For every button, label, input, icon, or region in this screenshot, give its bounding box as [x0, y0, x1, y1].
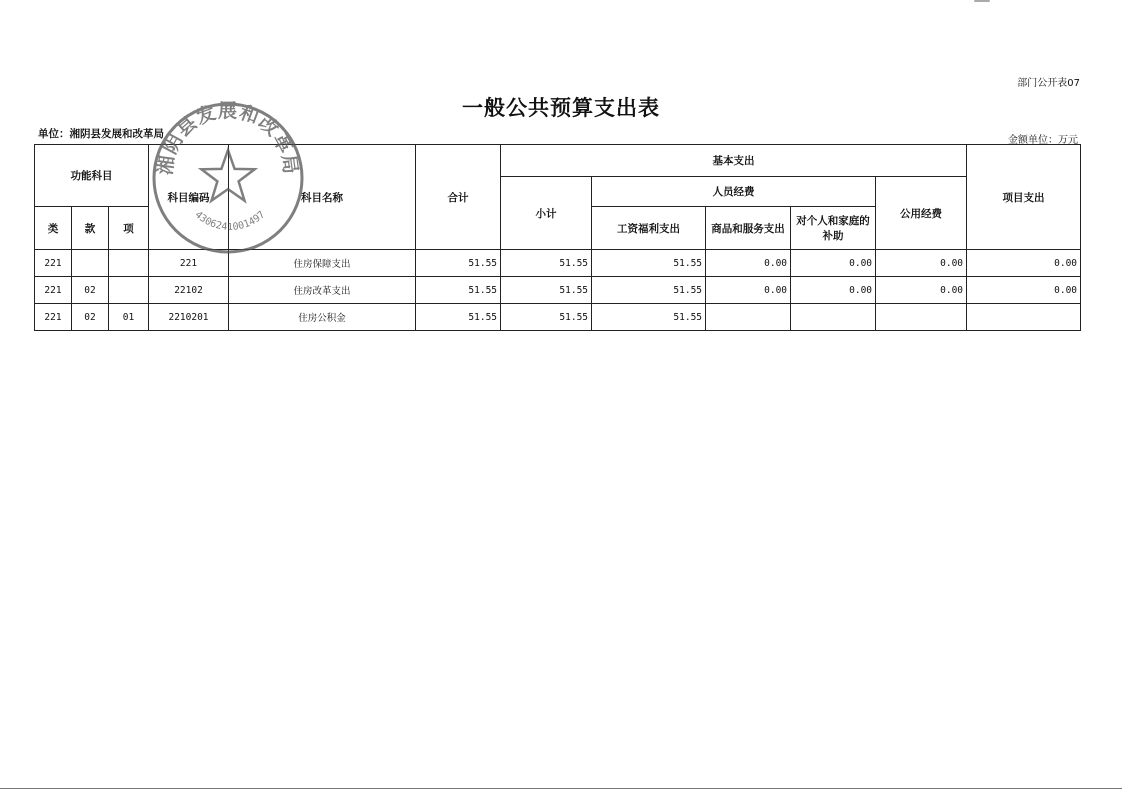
seal-number: 4306241001497 — [192, 209, 268, 233]
cell-goods: 0.00 — [706, 250, 791, 277]
seal-text: 湘阴县发展和改革局 — [154, 100, 302, 177]
page-title: 一般公共预算支出表 — [462, 95, 660, 120]
cell-wages: 51.55 — [592, 304, 706, 331]
cell-project: 0.00 — [967, 277, 1081, 304]
cell-total: 51.55 — [416, 250, 501, 277]
scan-mark — [974, 0, 990, 2]
cell-subtotal: 51.55 — [501, 304, 592, 331]
cell-xiang — [109, 250, 149, 277]
lei-header: 类 — [35, 207, 72, 250]
cell-kuan — [72, 250, 109, 277]
basic-expenditure-header: 基本支出 — [501, 145, 967, 177]
amount-unit: 金额单位：万元 — [1008, 135, 1078, 146]
wages-welfare-header: 工资福利支出 — [592, 207, 706, 250]
kuan-header: 款 — [72, 207, 109, 250]
subject-code-header: 科目编码 — [149, 145, 229, 250]
cell-individual: 0.00 — [791, 277, 876, 304]
cell-lei: 221 — [35, 250, 72, 277]
cell-project: 0.00 — [967, 250, 1081, 277]
form-number: 部门公开表07 — [1017, 78, 1080, 89]
table-row — [35, 277, 1081, 304]
cell-xiang: 01 — [109, 304, 149, 331]
subject-name-header: 科目名称 — [229, 145, 416, 250]
budget-table — [34, 144, 1081, 331]
cell-code: 221 — [149, 250, 229, 277]
cell-wages: 51.55 — [592, 277, 706, 304]
cell-kuan: 02 — [72, 277, 109, 304]
cell-xiang — [109, 277, 149, 304]
cell-individual — [791, 304, 876, 331]
project-expenditure-header: 项目支出 — [967, 145, 1081, 250]
cell-wages: 51.55 — [592, 250, 706, 277]
cell-public: 0.00 — [876, 250, 967, 277]
cell-name: 住房改革支出 — [229, 277, 416, 304]
cell-goods — [706, 304, 791, 331]
cell-kuan: 02 — [72, 304, 109, 331]
cell-project — [967, 304, 1081, 331]
cell-subtotal: 51.55 — [501, 277, 592, 304]
individual-family-header: 对个人和家庭的补助 — [791, 207, 876, 250]
goods-services-header: 商品和服务支出 — [706, 207, 791, 250]
cell-name: 住房公积金 — [229, 304, 416, 331]
cell-public: 0.00 — [876, 277, 967, 304]
cell-total: 51.55 — [416, 304, 501, 331]
cell-name: 住房保障支出 — [229, 250, 416, 277]
table-row — [35, 304, 1081, 331]
cell-public — [876, 304, 967, 331]
cell-code: 2210201 — [149, 304, 229, 331]
total-header: 合计 — [416, 145, 501, 250]
page-edge-line — [0, 788, 1122, 789]
xiang-header: 项 — [109, 207, 149, 250]
table-row — [35, 250, 1081, 277]
cell-subtotal: 51.55 — [501, 250, 592, 277]
unit-label: 单位：湘阴县发展和改革局 — [38, 128, 164, 140]
function-subject-header: 功能科目 — [35, 145, 149, 207]
cell-lei: 221 — [35, 277, 72, 304]
header-row-1 — [35, 145, 1081, 177]
cell-lei: 221 — [35, 304, 72, 331]
cell-individual: 0.00 — [791, 250, 876, 277]
personnel-header: 人员经费 — [592, 177, 876, 207]
subtotal-header: 小计 — [501, 177, 592, 250]
cell-total: 51.55 — [416, 277, 501, 304]
cell-goods: 0.00 — [706, 277, 791, 304]
public-funds-header: 公用经费 — [876, 177, 967, 250]
cell-code: 22102 — [149, 277, 229, 304]
